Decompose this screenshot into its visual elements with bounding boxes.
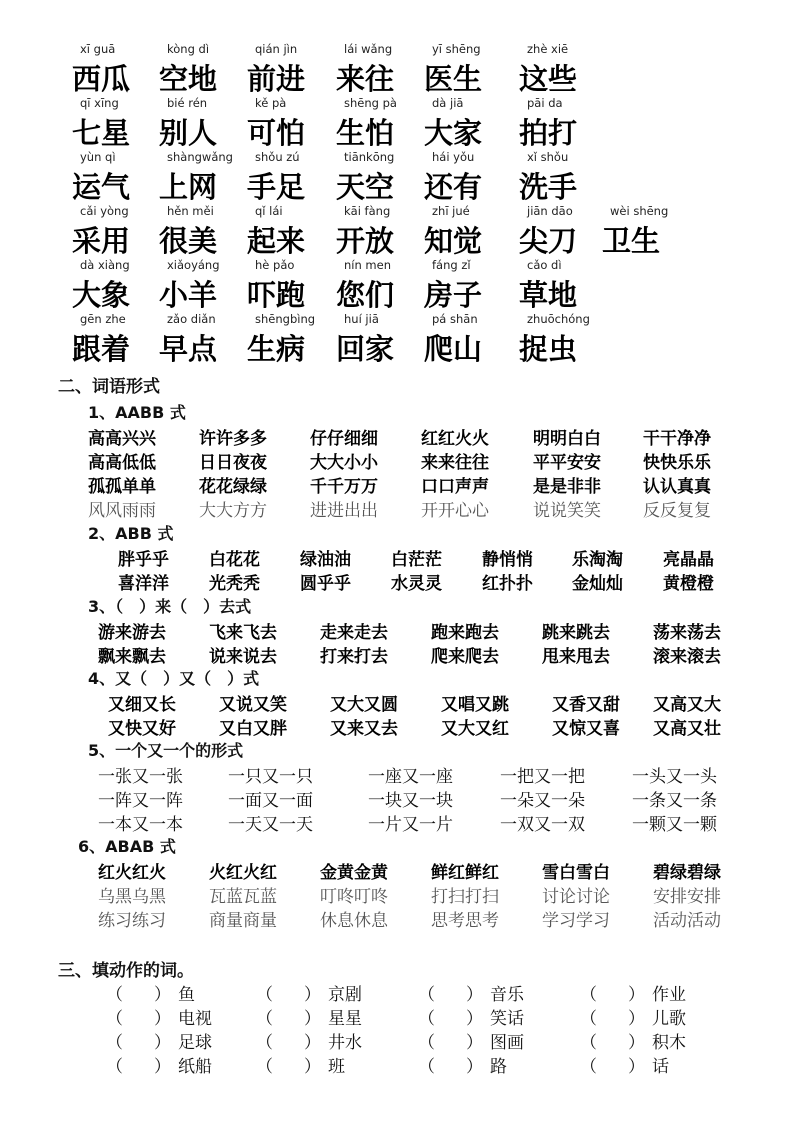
- pattern-word: 高高低低: [88, 453, 156, 473]
- pinyin-label: hěn měi: [167, 204, 214, 218]
- vocab-word: 上网: [159, 170, 218, 204]
- pinyin-label: cǎo dì: [527, 258, 562, 272]
- vocab-word: 采用: [72, 224, 131, 258]
- pattern-word: 又说又笑: [219, 695, 287, 715]
- vocab-word: 医生: [424, 62, 483, 96]
- pattern-word: 光秃秃: [209, 574, 260, 594]
- pattern-word: 商量商量: [209, 911, 277, 931]
- pattern-word: 又快又好: [108, 719, 176, 739]
- vocab-word: 生怕: [336, 116, 395, 150]
- pinyin-label: fáng zǐ: [432, 258, 471, 272]
- pinyin-label: shēng pà: [344, 96, 397, 110]
- vocab-word: 草地: [519, 278, 578, 312]
- pattern-word: 一条又一条: [632, 791, 717, 811]
- object-word: 足球: [178, 1033, 212, 1053]
- pattern-word: 鲜红鲜红: [431, 863, 499, 883]
- pinyin-label: zǎo diǎn: [167, 312, 216, 326]
- blank-close-paren: ）: [154, 1009, 171, 1029]
- vocab-word: 捉虫: [519, 332, 578, 366]
- blank-close-paren: ）: [628, 1057, 645, 1077]
- vocab-word: 天空: [336, 170, 395, 204]
- pattern-word: 又唱又跳: [441, 695, 509, 715]
- blank-close-paren: ）: [304, 1033, 321, 1053]
- blank-close-paren: ）: [304, 1009, 321, 1029]
- pattern-word: 说来说去: [209, 647, 277, 667]
- blank-open-paren: （: [580, 1057, 597, 1077]
- blank-open-paren: （: [256, 985, 273, 1005]
- blank-open-paren: （: [256, 1009, 273, 1029]
- pattern-word: 红火红火: [98, 863, 166, 883]
- pattern-heading: 3、（ ）来（ ）去式: [88, 597, 252, 616]
- object-word: 纸船: [178, 1057, 212, 1077]
- pattern-word: 又大又红: [441, 719, 509, 739]
- pattern-word: 又高又大: [653, 695, 721, 715]
- pattern-word: 又大又圆: [330, 695, 398, 715]
- vocab-word: 生病: [247, 332, 306, 366]
- pattern-word: 又白又胖: [219, 719, 287, 739]
- pinyin-label: shǒu zú: [255, 150, 300, 164]
- blank-close-paren: ）: [304, 985, 321, 1005]
- blank-open-paren: （: [418, 1033, 435, 1053]
- object-word: 作业: [652, 985, 686, 1005]
- blank-open-paren: （: [580, 1033, 597, 1053]
- pinyin-label: huí jiā: [344, 312, 379, 326]
- blank-close-paren: ）: [628, 1033, 645, 1053]
- pattern-word: 反反复复: [643, 501, 711, 521]
- vocab-word: 吓跑: [247, 278, 306, 312]
- pattern-word: 活动活动: [653, 911, 721, 931]
- vocab-word: 大象: [72, 278, 131, 312]
- pattern-word: 一块又一块: [368, 791, 453, 811]
- pattern-word: 大大方方: [199, 501, 267, 521]
- vocab-word: 来往: [336, 62, 395, 96]
- pattern-word: 休息休息: [320, 911, 388, 931]
- object-word: 积木: [652, 1033, 686, 1053]
- pattern-word: 飞来飞去: [209, 623, 277, 643]
- pattern-heading: 4、又（ ）又（ ）式: [88, 669, 260, 688]
- pattern-word: 一面又一面: [228, 791, 313, 811]
- pattern-word: 圆乎乎: [300, 574, 351, 594]
- vocab-word: 洗手: [519, 170, 578, 204]
- pattern-word: 滚来滚去: [653, 647, 721, 667]
- vocab-word: 手足: [247, 170, 306, 204]
- pattern-word: 打扫打扫: [431, 887, 499, 907]
- pattern-word: 跑来跑去: [431, 623, 499, 643]
- pattern-word: 是是非非: [533, 477, 601, 497]
- blank-open-paren: （: [106, 1033, 123, 1053]
- pinyin-label: yùn qì: [80, 150, 116, 164]
- vocab-word: 知觉: [424, 224, 483, 258]
- pinyin-label: pāi da: [527, 96, 563, 110]
- pattern-word: 又惊又喜: [552, 719, 620, 739]
- pinyin-label: shàngwǎng: [167, 150, 233, 164]
- pattern-word: 高高兴兴: [88, 429, 156, 449]
- pattern-word: 一片又一片: [368, 815, 453, 835]
- object-word: 井水: [328, 1033, 362, 1053]
- vocab-word: 起来: [247, 224, 306, 258]
- pattern-word: 走来走去: [320, 623, 388, 643]
- pattern-word: 进进出出: [310, 501, 378, 521]
- pinyin-label: pá shān: [432, 312, 478, 326]
- pattern-heading: 5、一个又一个的形式: [88, 741, 244, 760]
- pinyin-label: wèi shēng: [610, 204, 669, 218]
- blank-open-paren: （: [418, 1009, 435, 1029]
- pattern-word: 一朵又一朵: [500, 791, 585, 811]
- pinyin-label: qián jìn: [255, 42, 298, 56]
- pattern-word: 金灿灿: [572, 574, 623, 594]
- pinyin-label: qī xīng: [80, 96, 119, 110]
- pattern-word: 来来往往: [421, 453, 489, 473]
- pattern-word: 讨论讨论: [542, 887, 610, 907]
- pattern-word: 胖乎乎: [118, 550, 169, 570]
- object-word: 班: [328, 1057, 345, 1077]
- pattern-word: 一把又一把: [500, 767, 585, 787]
- object-word: 儿歌: [652, 1009, 686, 1029]
- object-word: 电视: [178, 1009, 212, 1029]
- pattern-word: 黄橙橙: [663, 574, 714, 594]
- pattern-heading: 6、ABAB 式: [78, 837, 176, 856]
- vocab-word: 早点: [159, 332, 218, 366]
- object-word: 鱼: [178, 985, 195, 1005]
- pinyin-label: kě pà: [255, 96, 287, 110]
- blank-close-paren: ）: [466, 985, 483, 1005]
- pattern-word: 红扑扑: [482, 574, 533, 594]
- pattern-word: 绿油油: [300, 550, 351, 570]
- pattern-heading: 1、AABB 式: [88, 403, 186, 422]
- pinyin-label: dà jiā: [432, 96, 464, 110]
- object-word: 路: [490, 1057, 507, 1077]
- blank-open-paren: （: [106, 1057, 123, 1077]
- pattern-word: 红红火火: [421, 429, 489, 449]
- section-title: 二、词语形式: [58, 377, 160, 397]
- pattern-word: 雪白雪白: [542, 863, 610, 883]
- blank-close-paren: ）: [466, 1033, 483, 1053]
- blank-open-paren: （: [580, 985, 597, 1005]
- pattern-word: 打来打去: [320, 647, 388, 667]
- pinyin-label: yī shēng: [432, 42, 481, 56]
- vocab-word: 还有: [424, 170, 483, 204]
- pattern-word: 火红火红: [209, 863, 277, 883]
- pattern-word: 开开心心: [421, 501, 489, 521]
- pattern-word: 甩来甩去: [542, 647, 610, 667]
- object-word: 图画: [490, 1033, 524, 1053]
- object-word: 星星: [328, 1009, 362, 1029]
- pattern-word: 白花花: [209, 550, 260, 570]
- vocab-word: 跟着: [72, 332, 131, 366]
- pattern-word: 白茫茫: [391, 550, 442, 570]
- pattern-word: 爬来爬去: [431, 647, 499, 667]
- pattern-word: 口口声声: [421, 477, 489, 497]
- pattern-word: 学习学习: [542, 911, 610, 931]
- pinyin-label: jiān dāo: [527, 204, 573, 218]
- blank-open-paren: （: [256, 1033, 273, 1053]
- blank-open-paren: （: [106, 985, 123, 1005]
- pattern-word: 喜洋洋: [118, 574, 169, 594]
- pinyin-label: hái yǒu: [432, 150, 475, 164]
- pattern-word: 快快乐乐: [643, 453, 711, 473]
- vocab-word: 西瓜: [72, 62, 131, 96]
- vocab-word: 卫生: [602, 224, 661, 258]
- pattern-word: 认认真真: [643, 477, 711, 497]
- vocab-word: 七星: [72, 116, 131, 150]
- blank-close-paren: ）: [628, 1009, 645, 1029]
- blank-close-paren: ）: [628, 985, 645, 1005]
- pinyin-label: xī guā: [80, 42, 116, 56]
- pinyin-label: dà xiàng: [80, 258, 130, 272]
- vocab-word: 别人: [159, 116, 218, 150]
- pinyin-label: qǐ lái: [255, 204, 283, 218]
- vocab-word: 回家: [336, 332, 395, 366]
- blank-open-paren: （: [418, 1057, 435, 1077]
- pattern-word: 花花绿绿: [199, 477, 267, 497]
- pattern-word: 瓦蓝瓦蓝: [209, 887, 277, 907]
- pinyin-label: zhī jué: [432, 204, 470, 218]
- pattern-word: 亮晶晶: [663, 550, 714, 570]
- pattern-word: 许许多多: [199, 429, 267, 449]
- pattern-word: 又高又壮: [653, 719, 721, 739]
- pattern-word: 千千万万: [310, 477, 378, 497]
- blank-close-paren: ）: [154, 1057, 171, 1077]
- pattern-word: 说说笑笑: [533, 501, 601, 521]
- object-word: 京剧: [328, 985, 362, 1005]
- pattern-word: 练习练习: [98, 911, 166, 931]
- pattern-word: 一座又一座: [368, 767, 453, 787]
- vocab-word: 房子: [424, 278, 483, 312]
- blank-close-paren: ）: [154, 985, 171, 1005]
- pattern-word: 水灵灵: [391, 574, 442, 594]
- pinyin-label: nín men: [344, 258, 391, 272]
- pattern-word: 又细又长: [108, 695, 176, 715]
- pattern-word: 仔仔细细: [310, 429, 378, 449]
- pattern-word: 游来游去: [98, 623, 166, 643]
- pinyin-label: zhè xiē: [527, 42, 569, 56]
- pattern-word: 风风雨雨: [88, 501, 156, 521]
- vocab-word: 小羊: [159, 278, 218, 312]
- section-title: 三、填动作的词。: [58, 961, 194, 981]
- pattern-word: 乐淘淘: [572, 550, 623, 570]
- pinyin-label: bié rén: [167, 96, 208, 110]
- blank-close-paren: ）: [304, 1057, 321, 1077]
- pinyin-label: cǎi yòng: [80, 204, 129, 218]
- pinyin-label: gēn zhe: [80, 312, 126, 326]
- pinyin-label: xiǎoyáng: [167, 258, 220, 272]
- pattern-word: 又来又去: [330, 719, 398, 739]
- blank-open-paren: （: [580, 1009, 597, 1029]
- object-word: 笑话: [490, 1009, 524, 1029]
- pattern-word: 荡来荡去: [653, 623, 721, 643]
- vocab-word: 很美: [159, 224, 218, 258]
- vocab-word: 这些: [519, 62, 578, 96]
- pinyin-label: zhuōchóng: [527, 312, 590, 326]
- pinyin-label: xǐ shǒu: [527, 150, 569, 164]
- blank-close-paren: ）: [466, 1009, 483, 1029]
- vocab-word: 开放: [336, 224, 395, 258]
- pattern-word: 一颗又一颗: [632, 815, 717, 835]
- vocab-word: 可怕: [247, 116, 306, 150]
- pinyin-label: kòng dì: [167, 42, 210, 56]
- vocab-word: 运气: [72, 170, 131, 204]
- pattern-word: 明明白白: [533, 429, 601, 449]
- pattern-word: 乌黑乌黑: [98, 887, 166, 907]
- pinyin-label: kāi fàng: [344, 204, 391, 218]
- vocab-word: 拍打: [519, 116, 578, 150]
- blank-close-paren: ）: [154, 1033, 171, 1053]
- pattern-word: 碧绿碧绿: [653, 863, 721, 883]
- pattern-heading: 2、ABB 式: [88, 524, 174, 543]
- blank-open-paren: （: [106, 1009, 123, 1029]
- vocab-word: 爬山: [424, 332, 483, 366]
- pattern-word: 飘来飘去: [98, 647, 166, 667]
- vocab-word: 前进: [247, 62, 306, 96]
- object-word: 音乐: [490, 985, 524, 1005]
- blank-close-paren: ）: [466, 1057, 483, 1077]
- pattern-word: 大大小小: [310, 453, 378, 473]
- pattern-word: 平平安安: [533, 453, 601, 473]
- pattern-word: 叮咚叮咚: [320, 887, 388, 907]
- blank-open-paren: （: [418, 985, 435, 1005]
- vocab-word: 尖刀: [519, 224, 578, 258]
- pattern-word: 一阵又一阵: [98, 791, 183, 811]
- pattern-word: 一头又一头: [632, 767, 717, 787]
- object-word: 话: [652, 1057, 669, 1077]
- pattern-word: 一双又一双: [500, 815, 585, 835]
- pinyin-label: hè pǎo: [255, 258, 295, 272]
- pattern-word: 又香又甜: [552, 695, 620, 715]
- pattern-word: 一张又一张: [98, 767, 183, 787]
- pinyin-label: shēngbìng: [255, 312, 316, 326]
- pattern-word: 一本又一本: [98, 815, 183, 835]
- vocab-word: 空地: [159, 62, 218, 96]
- blank-open-paren: （: [256, 1057, 273, 1077]
- pattern-word: 一天又一天: [228, 815, 313, 835]
- pattern-word: 静悄悄: [482, 550, 533, 570]
- pinyin-label: tiānkōng: [344, 150, 395, 164]
- pattern-word: 思考思考: [431, 911, 499, 931]
- pattern-word: 金黄金黄: [320, 863, 388, 883]
- pattern-word: 孤孤单单: [88, 477, 156, 497]
- pattern-word: 干干净净: [643, 429, 711, 449]
- vocab-word: 您们: [336, 278, 395, 312]
- pattern-word: 日日夜夜: [199, 453, 267, 473]
- pattern-word: 安排安排: [653, 887, 721, 907]
- vocab-word: 大家: [424, 116, 483, 150]
- pattern-word: 跳来跳去: [542, 623, 610, 643]
- pinyin-label: lái wǎng: [344, 42, 393, 56]
- pattern-word: 一只又一只: [228, 767, 313, 787]
